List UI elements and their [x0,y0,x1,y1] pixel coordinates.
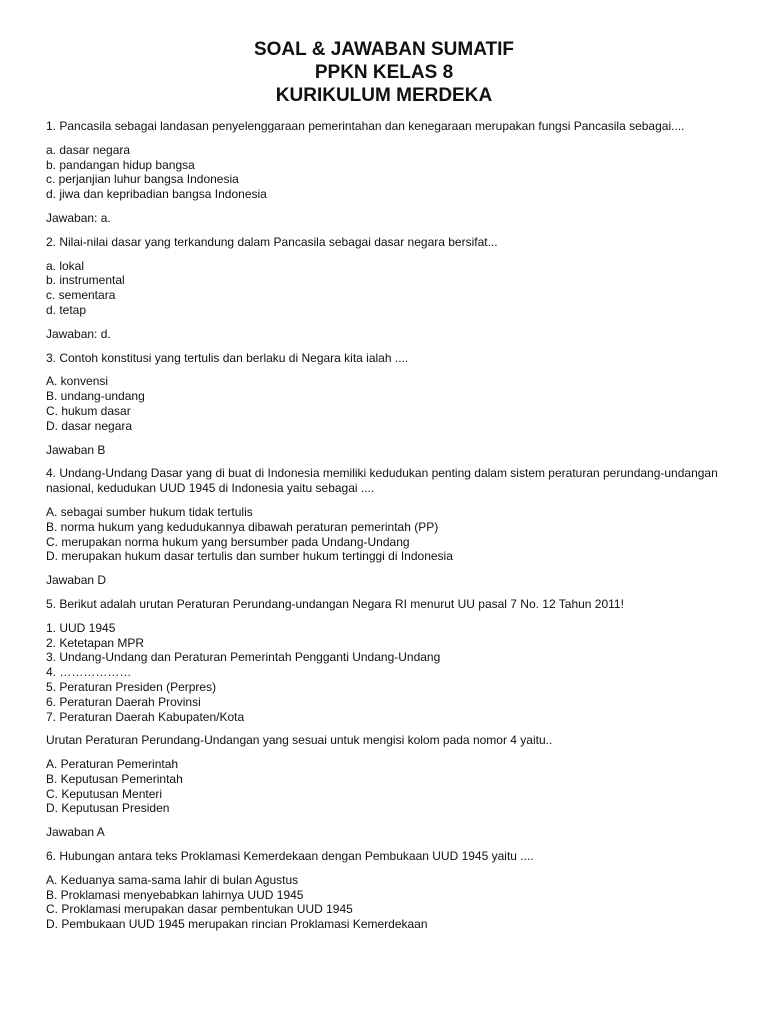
option: B. Keputusan Pemerintah [46,771,183,786]
title-line: PPKN KELAS 8 [314,62,454,83]
option: B. undang-undang [46,389,145,404]
list-item: 1. UUD 1945 [46,620,116,635]
question-4-answer: Jawaban D [46,573,107,588]
list-item: 5. Peraturan Presiden (Perpres) [46,679,217,694]
question-3-answer: Jawaban B [46,442,106,457]
option: c. sementara [46,288,116,303]
list-item: 4. ……………… [46,665,132,680]
option: D. merupakan hukum dasar tertulis dan sumber hukum tertinggi di Indonesia [46,549,453,564]
question-5-text: 5. Berikut adalah urutan Peraturan Perundang-undangan Negara RI menurut UU pasal 7 No. 12 Tahun 2011! [46,596,624,611]
title-line: KURIKULUM MERDEKA [275,85,493,106]
option: d. jiwa dan kepribadian bangsa Indonesia [46,187,267,202]
option: d. tetap [46,302,87,317]
option: A. Keduanya sama-sama lahir di bulan Agustus [46,872,299,887]
question-4-options [46,505,722,564]
option: a. lokal [46,258,85,273]
option: A. sebagai sumber hukum tidak tertulis [46,504,253,519]
option: B. Proklamasi menyebabkan lahirnya UUD 1945 [46,887,304,902]
option: B. norma hukum yang kedudukannya dibawah peraturan pemerintah (PP) [46,519,439,534]
question-5-followup: Urutan Peraturan Perundang-Undangan yang sesuai untuk mengisi kolom pada nomor 4 yaitu.. [46,733,553,748]
question-3-options [46,374,722,433]
question-2-options [46,259,722,318]
list-item: 3. Undang-Undang dan Peraturan Pemerintah Pengganti Undang-Undang [46,650,441,665]
option: c. perjanjian luhur bangsa Indonesia [46,172,239,187]
option: A. konvensi [46,374,109,389]
question-2-answer: Jawaban: d. [46,326,111,341]
option: D. dasar negara [46,418,133,433]
option: b. pandangan hidup bangsa [46,157,195,172]
option: C. merupakan norma hukum yang bersumber pada Undang-Undang [46,534,410,549]
document-title [46,38,722,107]
question-1-options [46,143,722,202]
option: b. instrumental [46,273,125,288]
option: A. Peraturan Pemerintah [46,757,179,772]
question-6-text: 6. Hubungan antara teks Proklamasi Kemerdekaan dengan Pembukaan UUD 1945 yaitu .... [46,849,534,864]
option: a. dasar negara [46,142,131,157]
question-1-answer: Jawaban: a. [46,210,111,225]
option: C. Keputusan Menteri [46,786,163,801]
list-item: 7. Peraturan Daerah Kabupaten/Kota [46,709,245,724]
question-2-text: 2. Nilai-nilai dasar yang terkandung dalam Pancasila sebagai dasar negara bersifat... [46,234,498,249]
title-line: SOAL & JAWABAN SUMATIF [253,39,515,60]
question-3-text: 3. Contoh konstitusi yang tertulis dan berlaku di Negara kita ialah .... [46,350,409,365]
list-item: 6. Peraturan Daerah Provinsi [46,694,201,709]
option: C. hukum dasar [46,403,131,418]
option: D. Pembukaan UUD 1945 merupakan rincian Proklamasi Kemerdekaan [46,917,428,932]
question-4-text: 4. Undang-Undang Dasar yang di buat di Indonesia memiliki kedudukan penting dalam sistem peraturan perundang-undangan nasional, kedudukan UUD 1945 di Indonesia yaitu sebagai .... [46,466,718,496]
list-item: 2. Ketetapan MPR [46,635,145,650]
question-1-text: 1. Pancasila sebagai landasan penyelenggaraan pemerintahan dan kenegaraan merupakan fungsi Pancasila sebagai.... [46,119,685,133]
question-5-list [46,621,722,725]
question-5-answer: Jawaban A [46,825,105,840]
question-5-options [46,757,722,816]
option: C. Proklamasi merupakan dasar pembentukan UUD 1945 [46,902,353,917]
question-6-options [46,873,722,932]
option: D. Keputusan Presiden [46,801,170,816]
